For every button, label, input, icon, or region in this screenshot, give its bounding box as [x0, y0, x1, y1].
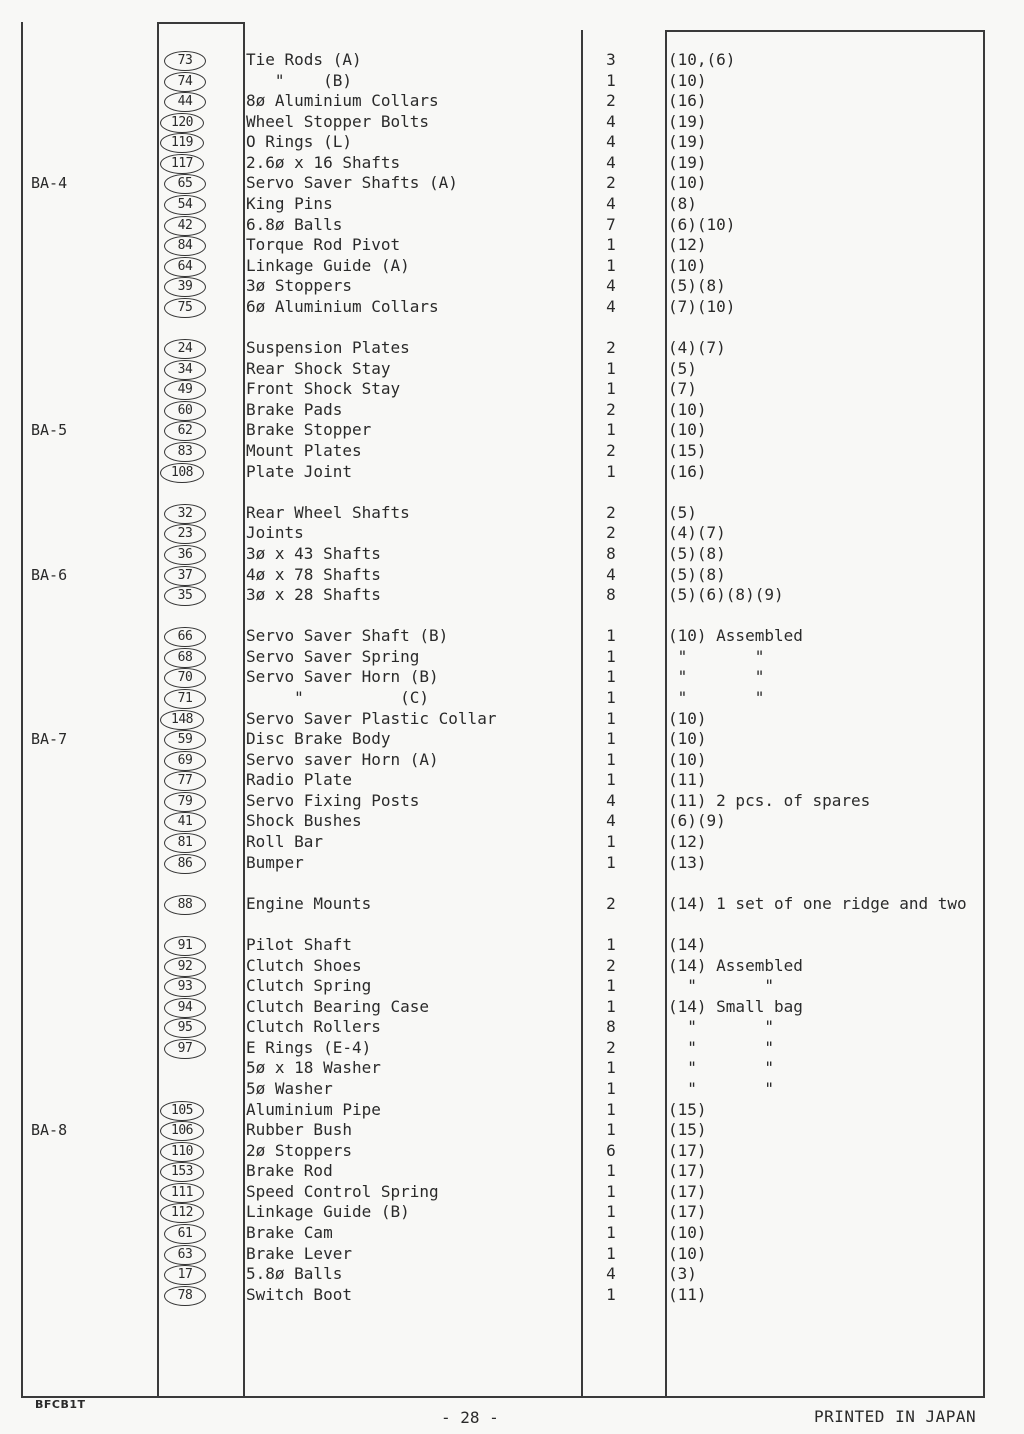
part-name: 8ø Aluminium Collars — [246, 91, 439, 111]
table-top-border-right — [665, 30, 984, 32]
part-quantity: 1 — [606, 235, 616, 255]
step-reference: (10) — [668, 1223, 707, 1243]
part-quantity: 2 — [606, 91, 616, 111]
part-name: Clutch Rollers — [246, 1017, 381, 1037]
part-name: 6ø Aluminium Collars — [246, 296, 439, 316]
part-quantity: 1 — [606, 749, 616, 769]
part-quantity: 1 — [606, 976, 616, 996]
part-number-circle: 95 — [164, 1018, 206, 1038]
column-divider-qty — [581, 30, 583, 1396]
step-reference: (11) 2 pcs. of spares — [668, 790, 871, 810]
table-top-border-left — [157, 22, 245, 24]
part-quantity: 3 — [606, 50, 616, 69]
part-number-circle: 83 — [164, 442, 206, 462]
step-reference: (10) — [668, 1243, 707, 1263]
step-reference: (14) Assembled — [668, 955, 803, 975]
part-number-circle: 84 — [164, 236, 206, 256]
printed-in-japan: PRINTED IN JAPAN — [814, 1407, 977, 1426]
part-number-circle: 111 — [160, 1183, 204, 1203]
part-quantity: 2 — [606, 338, 616, 358]
part-number-circle: 148 — [160, 710, 204, 730]
part-quantity: 6 — [606, 1140, 616, 1160]
part-quantity: 2 — [606, 173, 616, 193]
part-name: Torque Rod Pivot — [246, 235, 401, 255]
step-reference: " " — [668, 1017, 774, 1037]
table-right-border — [983, 30, 985, 1398]
part-name: 3ø x 28 Shafts — [246, 585, 381, 605]
step-reference: (11) — [668, 770, 707, 790]
step-reference: " " — [668, 667, 765, 687]
part-quantity: 2 — [606, 441, 616, 461]
part-quantity: 4 — [606, 564, 616, 584]
part-quantity: 1 — [606, 1223, 616, 1243]
page-number: - 28 - — [441, 1408, 499, 1427]
bag-group-label: BA-7 — [31, 730, 68, 749]
step-reference: (12) — [668, 235, 707, 255]
part-number-circle: 97 — [164, 1039, 206, 1059]
step-reference: (10) Assembled — [668, 626, 803, 646]
part-number-circle: 34 — [164, 360, 206, 380]
part-quantity: 4 — [606, 152, 616, 172]
step-reference: " " — [668, 1058, 774, 1078]
part-quantity: 4 — [606, 111, 616, 131]
part-quantity: 1 — [606, 1202, 616, 1222]
step-reference: (15) — [668, 1120, 707, 1140]
part-name: Bumper — [246, 852, 304, 872]
part-number-circle: 93 — [164, 977, 206, 997]
part-name: Roll Bar — [246, 832, 324, 852]
part-number-circle: 39 — [164, 277, 206, 297]
part-number-circle: 24 — [164, 339, 206, 359]
part-name: Brake Pads — [246, 399, 343, 419]
part-quantity: 4 — [606, 790, 616, 810]
part-quantity: 1 — [606, 832, 616, 852]
part-number-circle: 54 — [164, 195, 206, 215]
step-reference: (12) — [668, 832, 707, 852]
part-number-circle: 77 — [164, 771, 206, 791]
part-quantity: 1 — [606, 1243, 616, 1263]
part-number-circle: 44 — [164, 92, 206, 112]
part-quantity: 1 — [606, 1079, 616, 1098]
part-number-circle: 59 — [164, 730, 206, 750]
part-number-circle: 64 — [164, 257, 206, 277]
part-quantity: 8 — [606, 585, 616, 605]
part-number-circle: 61 — [164, 1224, 206, 1244]
step-reference: (14) 1 set of one ridge and two — [668, 893, 967, 913]
part-number-circle: 65 — [164, 174, 206, 194]
part-name: Servo Saver Horn (B) — [246, 667, 439, 687]
step-reference: (6)(10) — [668, 214, 736, 234]
part-number-circle: 32 — [164, 504, 206, 524]
step-reference: (5)(8) — [668, 276, 726, 296]
part-quantity: 4 — [606, 811, 616, 831]
part-quantity: 1 — [606, 687, 616, 707]
part-name: Servo saver Horn (A) — [246, 749, 439, 769]
part-number-circle: 74 — [164, 72, 206, 92]
part-number-circle: 36 — [164, 545, 206, 565]
part-name: Rubber Bush — [246, 1120, 352, 1140]
part-quantity: 1 — [606, 70, 616, 90]
part-name: Brake Lever — [246, 1243, 352, 1263]
part-name: King Pins — [246, 194, 333, 214]
step-reference: (10) — [668, 399, 707, 419]
part-name: Linkage Guide (B) — [246, 1202, 410, 1222]
part-quantity: 1 — [606, 626, 616, 646]
part-quantity: 1 — [606, 708, 616, 728]
step-reference: (16) — [668, 91, 707, 111]
step-reference: (4)(7) — [668, 338, 726, 358]
step-reference: " " — [668, 646, 765, 666]
part-quantity: 1 — [606, 461, 616, 481]
part-number-circle: 17 — [164, 1265, 206, 1285]
part-number-circle: 94 — [164, 998, 206, 1018]
part-name: Wheel Stopper Bolts — [246, 111, 430, 131]
part-number-circle: 81 — [164, 833, 206, 853]
step-reference: (7) — [668, 379, 697, 399]
part-name: Engine Mounts — [246, 893, 372, 913]
part-name: Clutch Bearing Case — [246, 996, 430, 1016]
part-quantity: 7 — [606, 214, 616, 234]
step-reference: (17) — [668, 1202, 707, 1222]
table-left-border — [21, 22, 23, 1398]
step-reference: " " — [668, 1079, 774, 1098]
part-quantity: 1 — [606, 996, 616, 1016]
part-name: Joints — [246, 523, 304, 543]
part-quantity: 1 — [606, 646, 616, 666]
part-number-circle: 112 — [160, 1203, 204, 1223]
part-name: 5ø x 18 Washer — [246, 1058, 381, 1078]
part-name: 5ø Washer — [246, 1079, 333, 1098]
part-quantity: 8 — [606, 1017, 616, 1037]
step-reference: (5)(6)(8)(9) — [668, 585, 784, 605]
step-reference: (15) — [668, 1099, 707, 1119]
part-number-circle: 79 — [164, 792, 206, 812]
part-name: 2ø Stoppers — [246, 1140, 352, 1160]
step-reference: (19) — [668, 111, 707, 131]
part-name: 4ø x 78 Shafts — [246, 564, 381, 584]
part-name: 3ø x 43 Shafts — [246, 543, 381, 563]
part-name: Radio Plate — [246, 770, 352, 790]
part-name: Clutch Spring — [246, 976, 372, 996]
part-quantity: 2 — [606, 502, 616, 522]
part-quantity: 1 — [606, 379, 616, 399]
step-reference: (17) — [668, 1140, 707, 1160]
part-number-circle: 105 — [160, 1101, 204, 1121]
step-reference: (6)(9) — [668, 811, 726, 831]
step-reference: (19) — [668, 152, 707, 172]
part-number-circle: 42 — [164, 216, 206, 236]
part-name: Pilot Shaft — [246, 934, 352, 954]
step-reference: (7)(10) — [668, 296, 736, 316]
step-reference: (11) — [668, 1284, 707, 1304]
part-name: Clutch Shoes — [246, 955, 362, 975]
part-quantity: 2 — [606, 523, 616, 543]
step-reference: " " — [668, 976, 774, 996]
part-quantity: 4 — [606, 1264, 616, 1284]
part-number-circle: 69 — [164, 751, 206, 771]
part-number-circle: 86 — [164, 854, 206, 874]
step-reference: (17) — [668, 1161, 707, 1181]
part-quantity: 1 — [606, 1284, 616, 1304]
part-quantity: 4 — [606, 276, 616, 296]
step-reference: (8) — [668, 194, 697, 214]
step-reference: (5) — [668, 358, 697, 378]
step-reference: (10) — [668, 255, 707, 275]
part-name: Mount Plates — [246, 441, 362, 461]
part-quantity: 1 — [606, 1161, 616, 1181]
part-name: Linkage Guide (A) — [246, 255, 410, 275]
part-name: Shock Bushes — [246, 811, 362, 831]
part-quantity: 1 — [606, 1099, 616, 1119]
part-name: Suspension Plates — [246, 338, 410, 358]
step-reference: " " — [668, 1037, 774, 1057]
part-number-circle: 153 — [160, 1162, 204, 1182]
step-reference: (19) — [668, 132, 707, 152]
bag-group-label: BA-6 — [31, 565, 68, 584]
column-divider-name — [243, 22, 245, 1396]
step-reference: (10,(6) — [668, 50, 736, 69]
part-name: Servo Saver Shaft (B) — [246, 626, 449, 646]
step-reference: (4)(7) — [668, 523, 726, 543]
part-name: Brake Cam — [246, 1223, 333, 1243]
part-number-circle: 78 — [164, 1286, 206, 1306]
part-quantity: 1 — [606, 1181, 616, 1201]
part-number-circle: 71 — [164, 689, 206, 709]
part-quantity: 1 — [606, 729, 616, 749]
part-name: 2.6ø x 16 Shafts — [246, 152, 401, 172]
step-reference: (10) — [668, 708, 707, 728]
step-reference: (13) — [668, 852, 707, 872]
column-divider-ref — [665, 30, 667, 1396]
part-number-circle: 73 — [164, 51, 206, 71]
part-number-circle: 92 — [164, 957, 206, 977]
part-quantity: 1 — [606, 852, 616, 872]
step-reference: (10) — [668, 70, 707, 90]
part-name: Rear Shock Stay — [246, 358, 391, 378]
step-reference: (10) — [668, 173, 707, 193]
part-quantity: 1 — [606, 255, 616, 275]
column-divider-number — [157, 22, 159, 1396]
part-number-circle: 63 — [164, 1245, 206, 1265]
part-quantity: 4 — [606, 194, 616, 214]
step-reference: (10) — [668, 420, 707, 440]
table-bottom-border — [21, 1396, 984, 1398]
part-number-circle: 106 — [160, 1121, 204, 1141]
part-quantity: 2 — [606, 399, 616, 419]
part-name: 5.8ø Balls — [246, 1264, 343, 1284]
step-reference: " " — [668, 687, 765, 707]
part-name: Switch Boot — [246, 1284, 352, 1304]
part-name: Speed Control Spring — [246, 1181, 439, 1201]
part-name: O Rings (L) — [246, 132, 352, 152]
part-name: Disc Brake Body — [246, 729, 391, 749]
step-reference: (15) — [668, 441, 707, 461]
part-quantity: 1 — [606, 934, 616, 954]
part-quantity: 2 — [606, 893, 616, 913]
part-number-circle: 23 — [164, 524, 206, 544]
part-quantity: 4 — [606, 132, 616, 152]
bag-group-label: BA-5 — [31, 421, 68, 440]
part-number-circle: 70 — [164, 668, 206, 688]
part-name: E Rings (E-4) — [246, 1037, 372, 1057]
part-number-circle: 75 — [164, 298, 206, 318]
part-name: Plate Joint — [246, 461, 352, 481]
step-reference: (5)(8) — [668, 543, 726, 563]
part-number-circle: 37 — [164, 566, 206, 586]
step-reference: (16) — [668, 461, 707, 481]
part-name: Brake Rod — [246, 1161, 333, 1181]
part-number-circle: 119 — [160, 133, 204, 153]
part-number-circle: 66 — [164, 627, 206, 647]
step-reference: (5) — [668, 502, 697, 522]
part-number-circle: 41 — [164, 812, 206, 832]
part-name: Rear Wheel Shafts — [246, 502, 410, 522]
part-number-circle: 60 — [164, 401, 206, 421]
part-quantity: 4 — [606, 296, 616, 316]
part-number-circle: 110 — [160, 1142, 204, 1162]
step-reference: (3) — [668, 1264, 697, 1284]
part-quantity: 1 — [606, 1120, 616, 1140]
part-name: 6.8ø Balls — [246, 214, 343, 234]
bag-group-label: BA-4 — [31, 174, 68, 193]
part-number-circle: 49 — [164, 380, 206, 400]
part-number-circle: 108 — [160, 463, 204, 483]
part-quantity: 1 — [606, 420, 616, 440]
part-name: Front Shock Stay — [246, 379, 401, 399]
step-reference: (17) — [668, 1181, 707, 1201]
part-number-circle: 68 — [164, 648, 206, 668]
part-quantity: 1 — [606, 770, 616, 790]
catalog-code: BFCB1T — [35, 1398, 86, 1411]
part-quantity: 8 — [606, 543, 616, 563]
bag-group-label: BA-8 — [31, 1121, 68, 1140]
part-quantity: 1 — [606, 1058, 616, 1078]
part-number-circle: 62 — [164, 421, 206, 441]
part-name: " (C) — [246, 687, 430, 707]
part-number-circle: 88 — [164, 895, 206, 915]
part-number-circle: 35 — [164, 586, 206, 606]
part-quantity: 1 — [606, 358, 616, 378]
part-number-circle: 91 — [164, 936, 206, 956]
part-name: " (B) — [246, 70, 352, 90]
step-reference: (5)(8) — [668, 564, 726, 584]
part-name: Aluminium Pipe — [246, 1099, 381, 1119]
step-reference: (14) — [668, 934, 707, 954]
step-reference: (14) Small bag — [668, 996, 803, 1016]
part-quantity: 1 — [606, 667, 616, 687]
step-reference: (10) — [668, 749, 707, 769]
part-name: Servo Saver Shafts (A) — [246, 173, 458, 193]
part-name: Tie Rods (A) — [246, 50, 362, 69]
part-name: 3ø Stoppers — [246, 276, 352, 296]
part-quantity: 2 — [606, 1037, 616, 1057]
part-name: Servo Fixing Posts — [246, 790, 420, 810]
part-number-circle: 117 — [160, 154, 204, 174]
part-name: Brake Stopper — [246, 420, 372, 440]
part-number-circle: 120 — [160, 113, 204, 133]
part-quantity: 2 — [606, 955, 616, 975]
step-reference: (10) — [668, 729, 707, 749]
part-name: Servo Saver Spring — [246, 646, 420, 666]
part-name: Servo Saver Plastic Collar — [246, 708, 497, 728]
